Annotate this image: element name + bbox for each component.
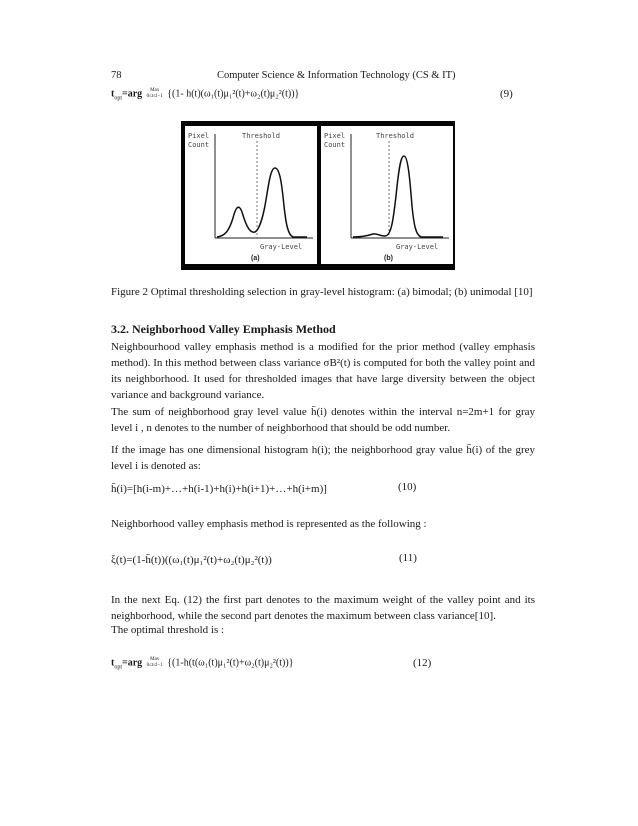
page-number: 78 [111, 70, 122, 81]
figure-caption: Figure 2 Optimal thresholding selection in gray-level histogram: (a) bimodal; (b) unimodal [10] [111, 286, 533, 298]
paragraph-4: Neighborhood valley emphasis method is represented as the following : [111, 518, 427, 530]
running-header: Computer Science & Information Technology (CS & IT) [217, 70, 456, 81]
threshold-label: Threshold [242, 132, 280, 140]
histogram-curve [217, 168, 307, 237]
panel-tag: (b) [384, 255, 393, 262]
equation-11: ξ(t)=(1-h̄(t))((ω₁(t)μ₁²(t)+ω₂(t)μ₂²(t)) [111, 554, 272, 566]
threshold-label: Threshold [376, 132, 414, 140]
bimodal-histogram-panel [185, 126, 317, 264]
equation-9-number: (9) [500, 88, 513, 100]
y-label: Pixel [188, 132, 210, 140]
histogram-figure [181, 121, 455, 270]
unimodal-histogram-panel [321, 126, 453, 264]
panel-tag: (a) [251, 255, 260, 262]
section-heading: 3.2. Neighborhood Valley Emphasis Method [111, 322, 336, 336]
paragraph-5: In the next Eq. (12) the first part denotes to the maximum weight of the valley point and its neighborhood, while the second part denotes the maximum between class variance[10]. [111, 594, 535, 622]
paragraph-6: The optimal threshold is : [111, 624, 225, 636]
svg-text:Count: Count [188, 141, 210, 149]
paragraph-1: Neighbourhood valley emphasis method is a modified for the prior method (valley emphasis method). In this method between class variance σB²(t) is computed for both the valley point and its neighborhood. It used for thresholded images that have large diversity between the object variance and background variance. [111, 341, 535, 401]
equation-12: $t_{opt}=arg$ Max 0≤t≤l−1 {(1-h(t(ω₁(t)μ₁²(t)+ω₂(t)μ₂²(t))} [111, 657, 294, 671]
equation-10-number: (10) [398, 481, 417, 493]
x-label: Gray-Level [260, 243, 303, 251]
paragraph-2: The sum of neighborhood gray level value h̄(i) denotes within the interval n=2m+1 for gray level i , n denotes to the number of neighborhood that should be odd number. [111, 406, 535, 434]
svg-text:Count: Count [324, 141, 346, 149]
equation-10: h̄(i)=[h(i-m)+…+h(i-1)+h(i)+h(i+1)+…+h(i+m)] [111, 483, 327, 495]
histogram-curve [353, 156, 443, 237]
paragraph-3: If the image has one dimensional histogram h(i); the neighborhood gray value h̄(i) of the grey level i is denoted as: [111, 444, 535, 472]
x-label: Gray-Level [396, 243, 439, 251]
equation-11-number: (11) [399, 552, 417, 564]
equation-12-number: (12) [413, 657, 432, 669]
equation-9: $t_{opt}=arg$ Max 0≤t≤l−1 {(1- h(t)(ω₁(t)μ₁²(t)+ω₂(t)μ₂²(t))} [111, 88, 300, 102]
y-label: Pixel [324, 132, 346, 140]
